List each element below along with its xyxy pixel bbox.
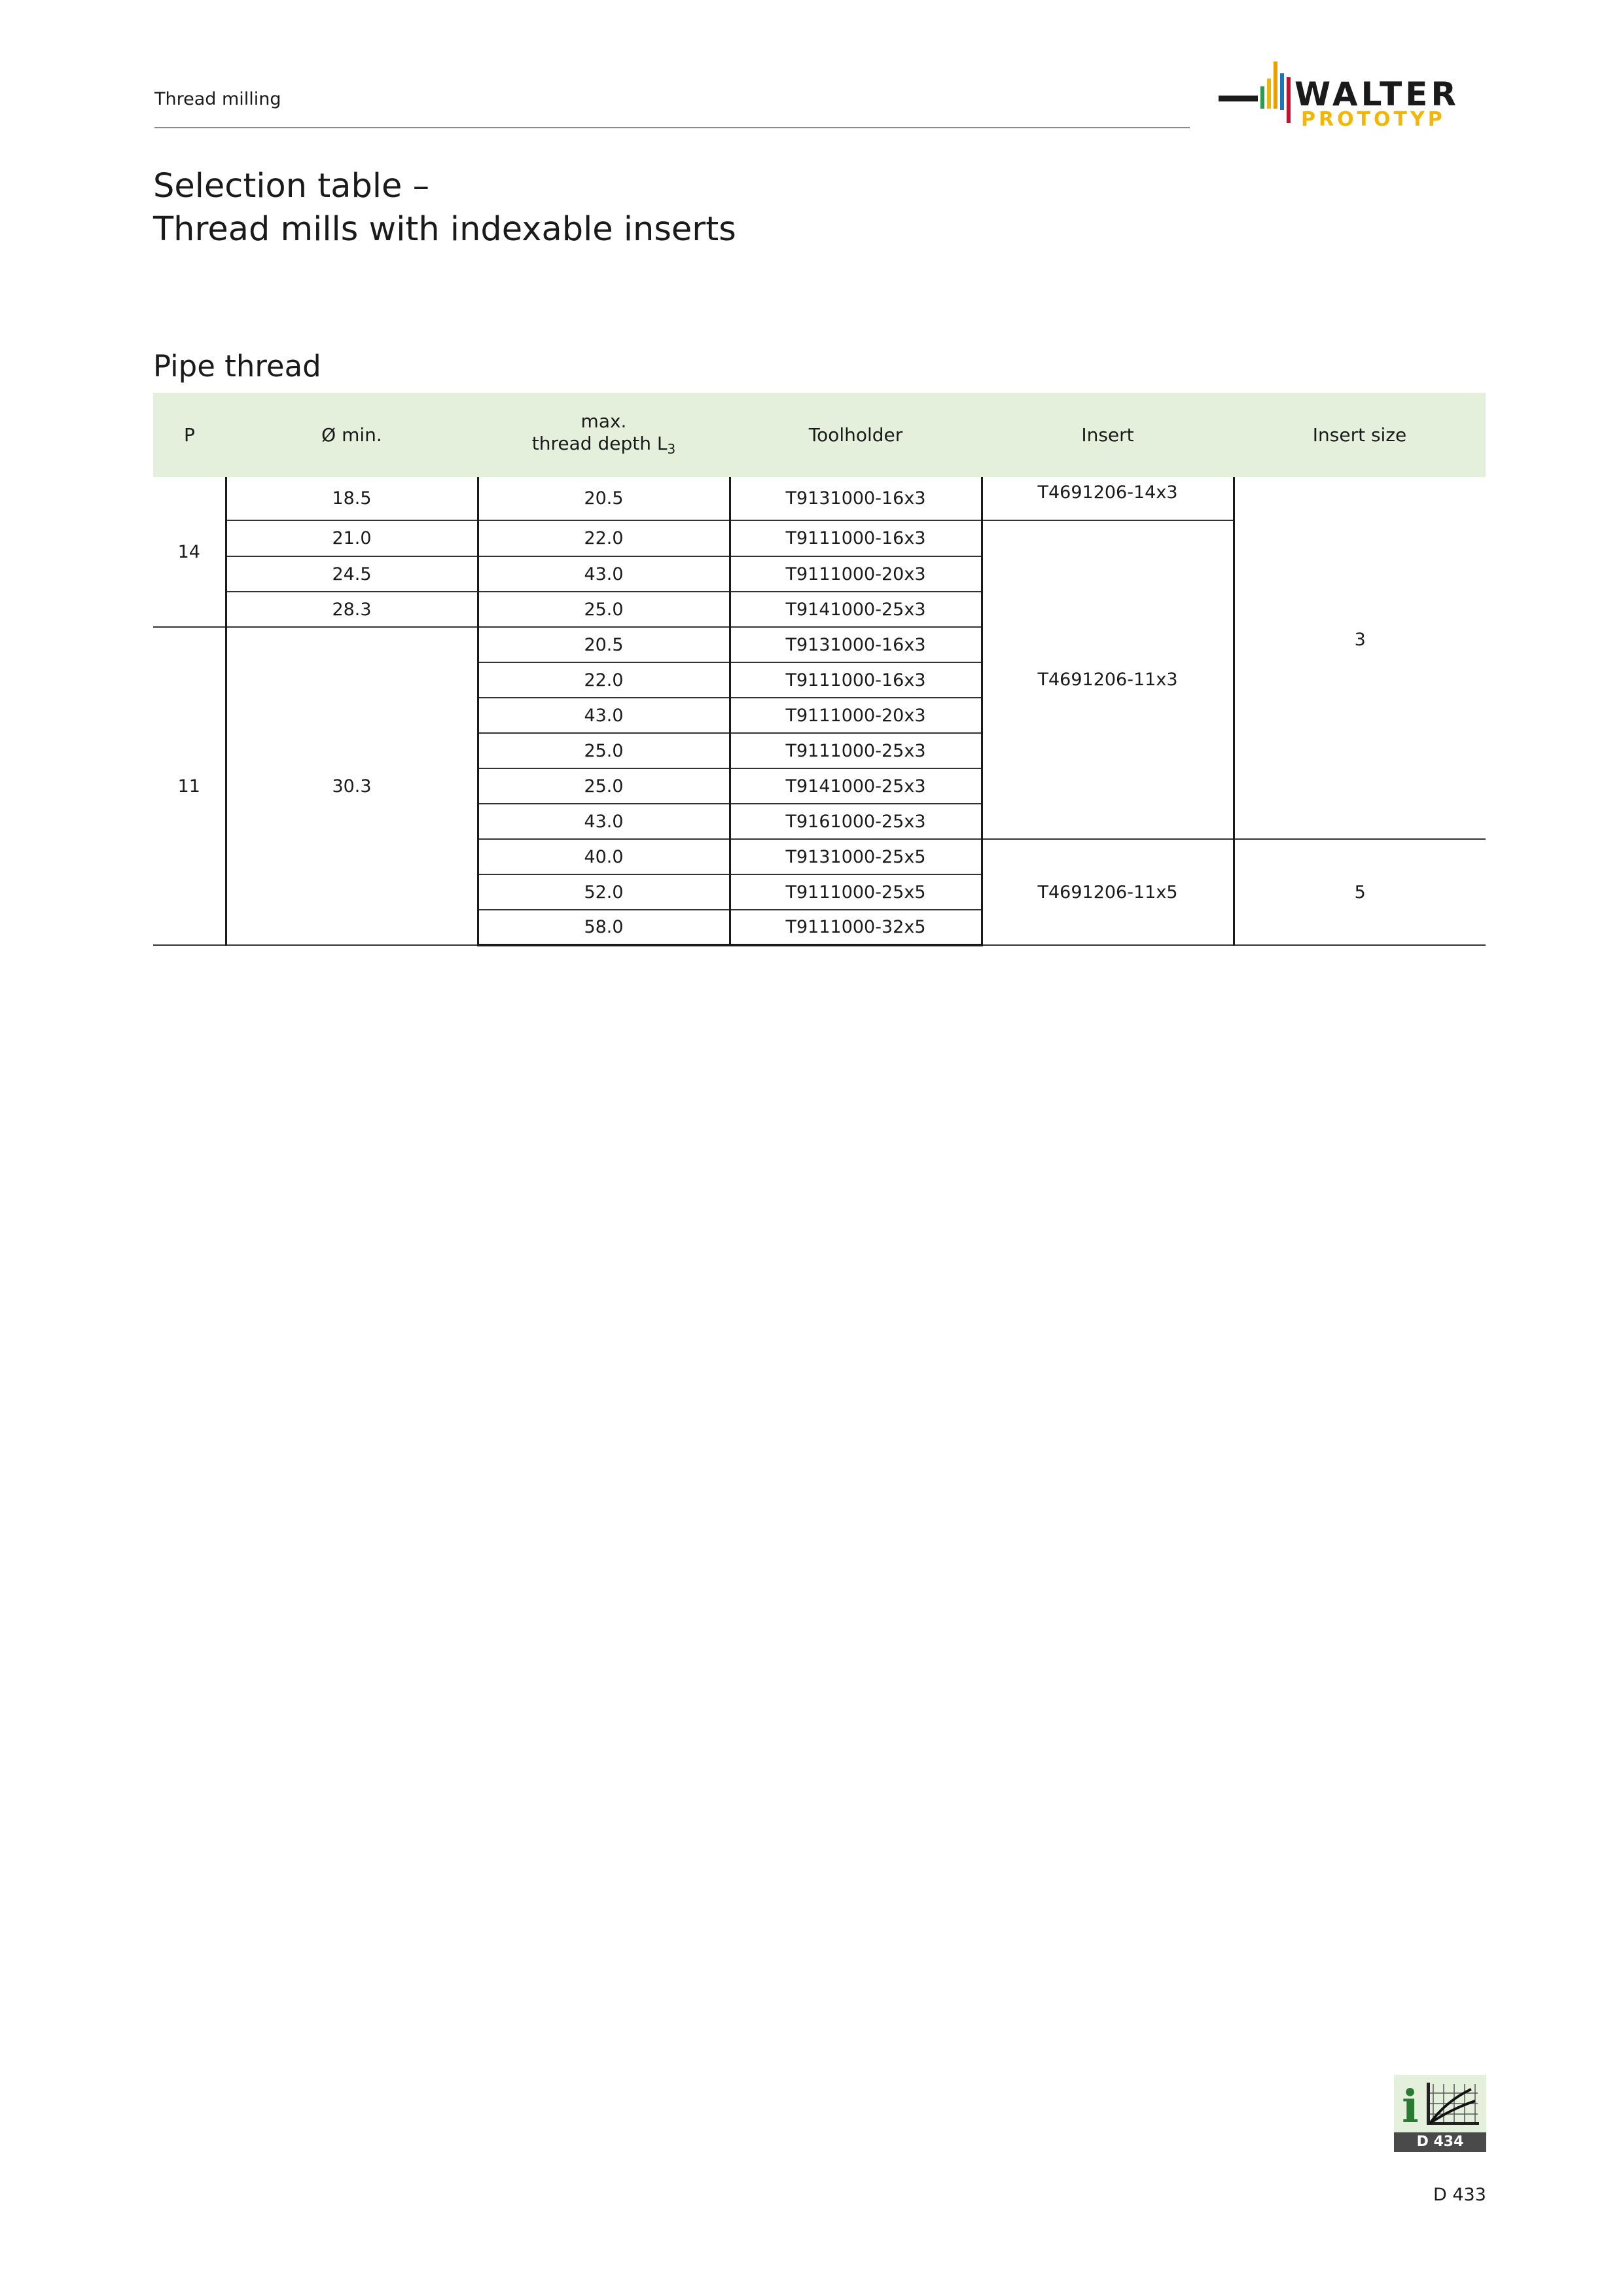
toolholder-cell: T9111000-20x3 <box>730 698 982 733</box>
header-depth-subscript: 3 <box>667 440 676 457</box>
header-dmin: Ø min. <box>226 393 478 477</box>
toolholder-cell: T9131000-25x5 <box>730 839 982 874</box>
svg-text:PROTOTYP: PROTOTYP <box>1301 108 1446 131</box>
toolholder-cell: T9111000-16x3 <box>730 520 982 556</box>
depth-cell: 25.0 <box>478 592 730 627</box>
info-chart-icon <box>1394 2075 1486 2132</box>
dmin-cell: 30.3 <box>226 627 478 945</box>
header-divider <box>154 127 1190 128</box>
toolholder-cell: T9111000-20x3 <box>730 556 982 592</box>
header-insert: Insert <box>982 393 1234 477</box>
insert-size-cell: 3 <box>1234 477 1486 839</box>
pitch-cell: 11 <box>153 627 226 945</box>
insert-size-cell: 5 <box>1234 839 1486 945</box>
header-depth-line1: max. <box>580 410 627 432</box>
dmin-cell: 18.5 <box>226 477 478 520</box>
page-title <box>153 165 736 251</box>
pitch-cell: 14 <box>153 477 226 627</box>
depth-cell: 40.0 <box>478 839 730 874</box>
toolholder-cell: T9111000-25x5 <box>730 874 982 910</box>
insert-cell: T4691206-14x3 <box>982 477 1234 520</box>
depth-cell: 25.0 <box>478 733 730 768</box>
depth-cell: 22.0 <box>478 662 730 698</box>
cross-reference-label[interactable]: D 434 <box>1394 2132 1486 2152</box>
cross-reference-box[interactable] <box>1394 2075 1486 2150</box>
header-depth-line2: thread depth L <box>531 432 668 454</box>
toolholder-cell: T9111000-32x5 <box>730 910 982 945</box>
table-header-row <box>153 393 1486 477</box>
depth-cell: 58.0 <box>478 910 730 945</box>
dmin-cell: 28.3 <box>226 592 478 627</box>
header-thread-depth <box>478 393 730 477</box>
depth-cell: 43.0 <box>478 804 730 839</box>
insert-cell: T4691206-11x3 <box>982 520 1234 839</box>
toolholder-cell: T9141000-25x3 <box>730 592 982 627</box>
toolholder-cell: T9161000-25x3 <box>730 804 982 839</box>
dmin-cell: 24.5 <box>226 556 478 592</box>
dmin-cell: 21.0 <box>226 520 478 556</box>
toolholder-cell: T9111000-25x3 <box>730 733 982 768</box>
walter-prototyp-logo <box>1219 58 1493 136</box>
depth-cell: 52.0 <box>478 874 730 910</box>
header-insert-size: Insert size <box>1234 393 1486 477</box>
selection-table <box>153 393 1486 946</box>
toolholder-cell: T9111000-16x3 <box>730 662 982 698</box>
section-heading: Pipe thread <box>153 349 321 384</box>
svg-text:i: i <box>1402 2081 1419 2132</box>
toolholder-cell: T9131000-16x3 <box>730 477 982 520</box>
header-p: P <box>153 393 226 477</box>
depth-cell: 25.0 <box>478 768 730 804</box>
title-line-2: Thread mills with indexable inserts <box>153 210 736 249</box>
depth-cell: 22.0 <box>478 520 730 556</box>
depth-cell: 20.5 <box>478 477 730 520</box>
depth-cell: 43.0 <box>478 698 730 733</box>
header-section-label: Thread milling <box>154 89 281 109</box>
svg-text:WALTER: WALTER <box>1294 75 1459 113</box>
table-row <box>153 477 1486 520</box>
header-toolholder: Toolholder <box>730 393 982 477</box>
depth-cell: 20.5 <box>478 627 730 662</box>
toolholder-cell: T9141000-25x3 <box>730 768 982 804</box>
insert-cell: T4691206-11x5 <box>982 839 1234 945</box>
title-line-1: Selection table – <box>153 167 430 206</box>
toolholder-cell: T9131000-16x3 <box>730 627 982 662</box>
depth-cell: 43.0 <box>478 556 730 592</box>
page-number: D 433 <box>1433 2185 1486 2205</box>
